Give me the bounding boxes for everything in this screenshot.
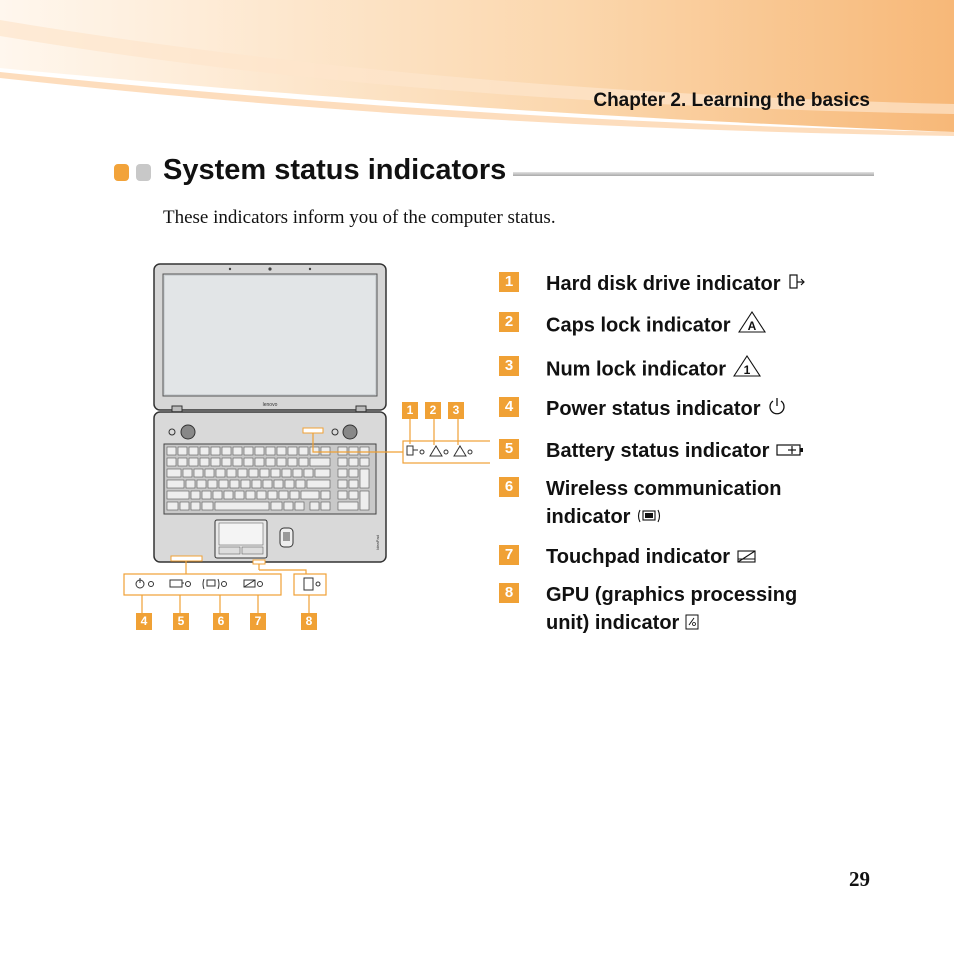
legend-item-7	[499, 543, 758, 572]
laptop-figure	[120, 258, 490, 638]
legend-item-1	[499, 270, 805, 299]
wireless-icon	[636, 504, 662, 532]
page-number: 29	[849, 867, 870, 891]
legend-label: Power status indicator	[546, 398, 761, 420]
figure-badge-5: 5	[173, 613, 189, 630]
section-title: System status indicators	[163, 154, 507, 186]
svg-text:IdeaPad: IdeaPad	[375, 535, 380, 550]
header-background	[0, 0, 954, 140]
legend-number: 8	[499, 583, 519, 603]
legend-item-2	[499, 310, 767, 342]
legend-item-3	[499, 354, 762, 386]
legend-label: Caps lock indicator	[546, 314, 731, 337]
caps-lock-icon	[737, 310, 767, 342]
svg-text:1: 1	[743, 363, 751, 377]
section-heading	[114, 152, 874, 192]
figure-badge-1: 1	[402, 402, 418, 419]
legend-label-line1: GPU (graphics processing	[546, 584, 798, 606]
num-lock-icon	[732, 354, 762, 386]
figure-badge-8: 8	[301, 613, 317, 630]
legend-label-line2: unit) indicator	[546, 612, 680, 634]
legend-number: 2	[499, 312, 519, 332]
legend-item-6	[499, 475, 781, 532]
legend-label: Num lock indicator	[546, 358, 727, 381]
laptop-illustration	[120, 258, 490, 638]
legend-item-8	[499, 581, 797, 638]
legend-label: Touchpad indicator	[546, 546, 731, 568]
callout-gpu-led	[294, 574, 326, 595]
legend-number: 3	[499, 356, 519, 376]
chapter-title: Chapter 2. Learning the basics	[593, 90, 870, 111]
heading-bullet-orange	[114, 164, 129, 181]
legend-label: Hard disk drive indicator	[546, 273, 781, 295]
legend-number: 6	[499, 477, 519, 497]
svg-text:A: A	[747, 319, 756, 333]
touchpad-icon	[736, 544, 758, 572]
heading-bullet-gray	[136, 164, 151, 181]
legend-number: 1	[499, 272, 519, 292]
legend-label-line1: Wireless communication	[546, 478, 782, 500]
legend-label: Battery status indicator	[546, 440, 770, 462]
legend-item-4	[499, 395, 787, 424]
figure-badge-7: 7	[250, 613, 266, 630]
legend-number: 7	[499, 545, 519, 565]
intro-text: These indicators inform you of the computer status.	[163, 207, 556, 228]
hard-disk-icon	[787, 271, 805, 299]
legend-item-5	[499, 437, 805, 466]
heading-rule	[513, 172, 874, 176]
figure-badge-4: 4	[136, 613, 152, 630]
indicator-legend	[499, 270, 879, 650]
brand-label: lenovo	[262, 402, 278, 408]
battery-icon	[775, 438, 805, 466]
legend-number: 5	[499, 439, 519, 459]
figure-badge-3: 3	[448, 402, 464, 419]
figure-badge-2: 2	[425, 402, 441, 419]
legend-number: 4	[499, 397, 519, 417]
legend-label-line2: indicator	[546, 506, 631, 528]
figure-badge-6: 6	[213, 613, 229, 630]
power-icon	[767, 396, 787, 424]
gpu-icon	[685, 610, 699, 638]
callout-top-leds	[403, 441, 490, 463]
